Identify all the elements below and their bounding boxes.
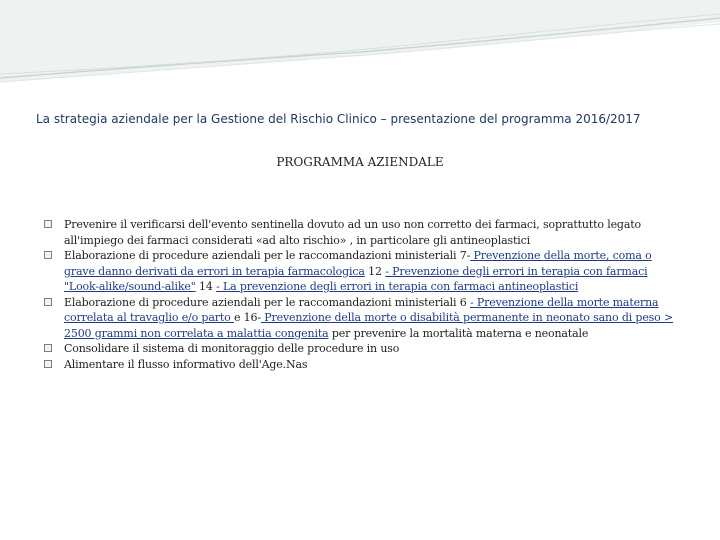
section-heading: PROGRAMMA AZIENDALE [276, 155, 444, 169]
square-bullet-icon [44, 298, 52, 306]
square-bullet-icon [44, 360, 52, 368]
bullet-text: per prevenire la mortalità materna e neonatale [328, 326, 589, 340]
link-raccomandazione-6[interactable]: - Prevenzione della morte materna correlata al travaglio e/o parto [64, 295, 659, 324]
bullet-text: Elaborazione di procedure aziendali per le raccomandazioni ministeriali 6 [64, 295, 470, 309]
link-raccomandazione-12[interactable]: - Prevenzione degli errori in terapia con farmaci "Look-alike/sound-alike" [64, 264, 648, 293]
bullet-text: 12 [364, 264, 386, 278]
bullet-list [44, 217, 684, 372]
link-raccomandazione-7[interactable]: Prevenzione della morte, coma o grave danno derivati da errori in terapia farmacologica [64, 249, 652, 278]
header-wave-decoration [0, 0, 720, 90]
bullet-item [44, 341, 684, 357]
bullet-text: e 16- [233, 311, 261, 324]
bullet-item [44, 217, 684, 248]
bullet-text: Alimentare il flusso informativo dell'Age.Nas [64, 357, 308, 371]
square-bullet-icon [44, 251, 52, 259]
bullet-text: Elaborazione di procedure aziendali per le raccomandazioni ministeriali 7- [64, 249, 471, 262]
bullet-item [44, 357, 684, 373]
link-raccomandazione-16[interactable]: Prevenzione della morte o disabilità permanente in neonato sano di peso > 2500 grammi non correlata a malattia congenita [64, 311, 674, 340]
bullet-item [44, 248, 684, 295]
link-raccomandazione-14[interactable]: - La prevenzione degli errori in terapia con farmaci antineoplastici [216, 280, 579, 293]
slide-title: La strategia aziendale per la Gestione del Rischio Clinico – presentazione del programma 2016/2017 [36, 112, 641, 126]
square-bullet-icon [44, 344, 52, 352]
bullet-text: 14 [195, 280, 217, 293]
bullet-text: Consolidare il sistema di monitoraggio delle procedure in uso [64, 342, 400, 355]
bullet-text: Prevenire il verificarsi dell'evento sentinella dovuto ad un uso non corretto dei farmaci, soprattutto legato all'impiego dei farmaci considerati «ad alto rischio» , in particolare gli antineoplastici [64, 218, 641, 247]
bullet-item [44, 295, 684, 342]
square-bullet-icon [44, 220, 52, 228]
